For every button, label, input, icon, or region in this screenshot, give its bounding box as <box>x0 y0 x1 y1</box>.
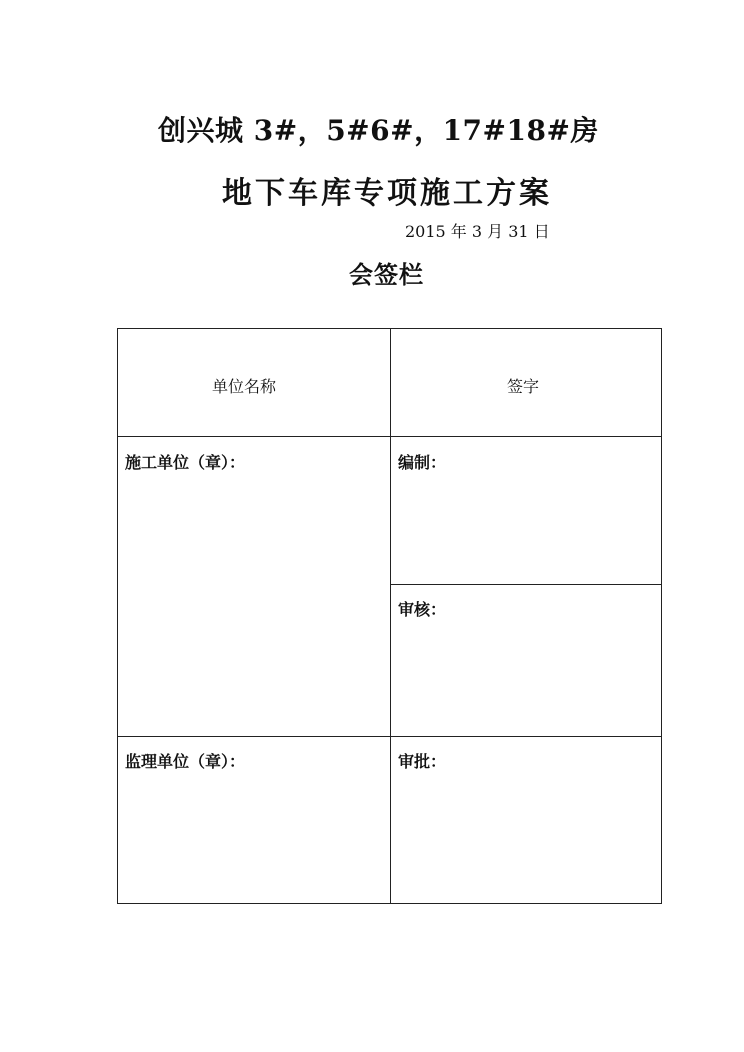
reviewed-by-label: 审核： <box>398 600 447 619</box>
supervision-unit-label: 监理单位（章）： <box>125 752 246 771</box>
header-signature: 签字 <box>507 377 540 396</box>
section-title: 会签栏 <box>349 260 424 289</box>
table-divider <box>390 329 391 903</box>
document-date: 2015 年 3 月 31 日 <box>405 222 550 241</box>
countersign-table <box>117 328 662 904</box>
header-unit-name: 单位名称 <box>212 377 277 396</box>
construction-unit-label: 施工单位（章）： <box>125 453 246 472</box>
approved-by-label: 审批： <box>398 752 447 771</box>
prepared-by-label: 编制： <box>398 453 447 472</box>
table-divider <box>390 584 661 585</box>
document-title-line2: 地下车库专项施工方案 <box>222 176 552 211</box>
document-title-line1: 创兴城 3#，5#6#，17#18#房 <box>158 114 599 147</box>
